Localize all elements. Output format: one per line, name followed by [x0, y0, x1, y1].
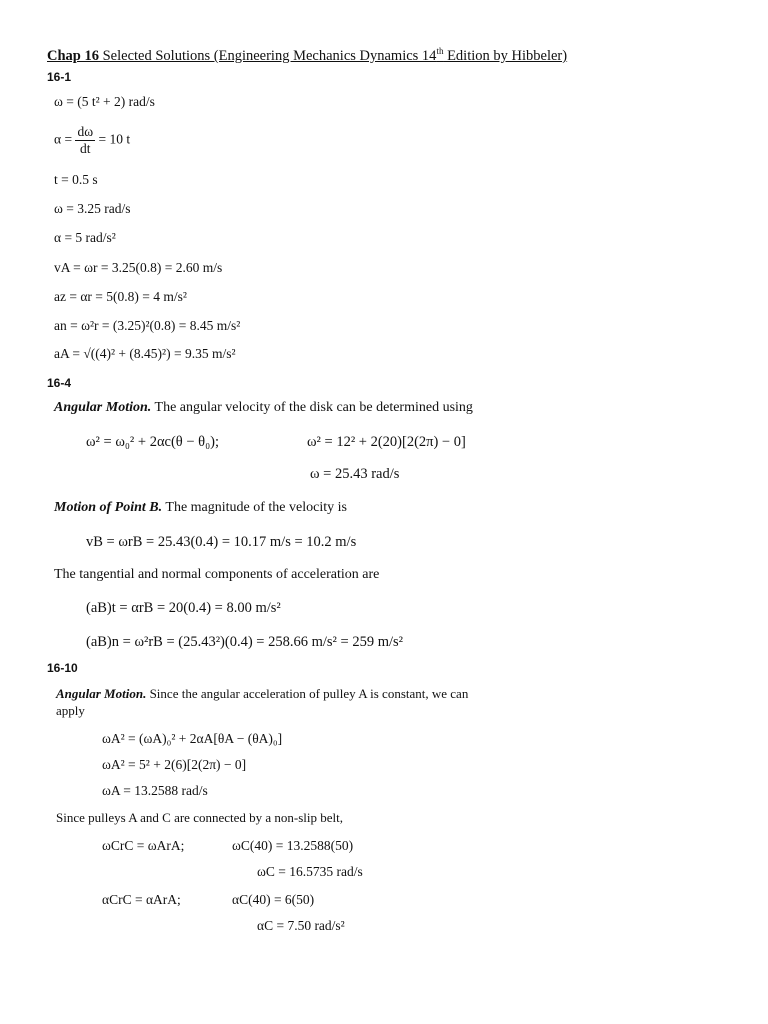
derivative-fraction [75, 124, 95, 157]
fraction-denominator: dt [80, 141, 91, 156]
alpha-belt-substitution: αC(40) = 6(50) [232, 892, 315, 907]
fraction-numerator: dω [77, 124, 94, 139]
velocity-A: vA = ωr = 3.25(0.8) = 2.60 m/s [54, 260, 223, 275]
tangential-accel-B: (aB)t = αrB = 20(0.4) = 8.00 m/s² [86, 600, 281, 616]
velocity-B: vB = ωrB = 25.43(0.4) = 10.17 m/s = 10.2 m/s [86, 534, 357, 550]
angular-motion-paragraph [54, 400, 473, 416]
pulley-angular-heading: Angular Motion. [56, 686, 147, 701]
title-text: Selected Solutions (Engineering Mechanics Dynamics 14 [98, 47, 437, 64]
pulley-equation-1: ωA² = (ωA)₀² + 2αA[θA − (θA)₀] [102, 731, 283, 746]
point-b-text: The magnitude of the velocity is [162, 500, 347, 515]
angular-motion-heading: Angular Motion. [54, 400, 152, 415]
problem-label-16-1: 16-1 [47, 70, 72, 84]
pulley-equation-2: ωA² = 5² + 2(6)[2(2π) − 0] [102, 757, 247, 772]
omega-belt-substitution: ωC(40) = 13.2588(50) [232, 838, 354, 853]
alpha-lhs: α = [54, 131, 76, 147]
kinematic-equation: ω² = ω₀² + 2αc(θ − θ₀); [86, 434, 220, 450]
tangential-accel: az = αr = 5(0.8) = 4 m/s² [54, 289, 187, 304]
omega-result: ω = 25.43 rad/s [310, 466, 400, 482]
pulley-equation-3: ωA = 13.2588 rad/s [102, 783, 208, 798]
omega-equation: ω = (5 t² + 2) rad/s [54, 94, 155, 109]
non-slip-belt-text: Since pulleys A and C are connected by a non-slip belt, [56, 810, 344, 825]
problem-label-16-10: 16-10 [47, 661, 78, 675]
title-chapter: Chap 16 [47, 47, 99, 64]
point-b-heading: Motion of Point B. [54, 500, 163, 515]
pulley-angular-text: Since the angular acceleration of pulley A is constant, we can [146, 686, 469, 701]
pulley-angular-paragraph [56, 686, 468, 702]
time-value: t = 0.5 s [54, 172, 98, 187]
title-text-end: Edition by Hibbeler) [443, 47, 568, 64]
alpha-c-result: αC = 7.50 rad/s² [257, 918, 345, 933]
apply-word: apply [56, 703, 85, 718]
alpha-derivative [54, 124, 130, 157]
omega-value: ω = 3.25 rad/s [54, 201, 131, 216]
normal-accel: an = ω²r = (3.25)²(0.8) = 8.45 m/s² [54, 318, 241, 333]
alpha-value: α = 5 rad/s² [54, 230, 116, 245]
alpha-belt-relation: αCrC = αArA; [102, 892, 181, 907]
problem-label-16-4: 16-4 [47, 376, 72, 390]
angular-motion-text: The angular velocity of the disk can be determined using [151, 400, 473, 415]
total-accel-A: aA = √((4)² + (8.45)²) = 9.35 m/s² [54, 346, 236, 361]
acceleration-components-text: The tangential and normal components of acceleration are [54, 567, 380, 582]
title-superscript: th [436, 46, 444, 56]
alpha-rhs: = 10 t [95, 131, 131, 147]
normal-accel-B: (aB)n = ω²rB = (25.43²)(0.4) = 258.66 m/s² = 259 m/s² [86, 634, 403, 650]
document-title [47, 46, 567, 65]
kinematic-substitution: ω² = 12² + 2(20)[2(2π) − 0] [307, 434, 466, 450]
point-b-paragraph [54, 500, 347, 516]
omega-c-result: ωC = 16.5735 rad/s [257, 864, 363, 879]
omega-belt-relation: ωCrC = ωArA; [102, 838, 185, 853]
